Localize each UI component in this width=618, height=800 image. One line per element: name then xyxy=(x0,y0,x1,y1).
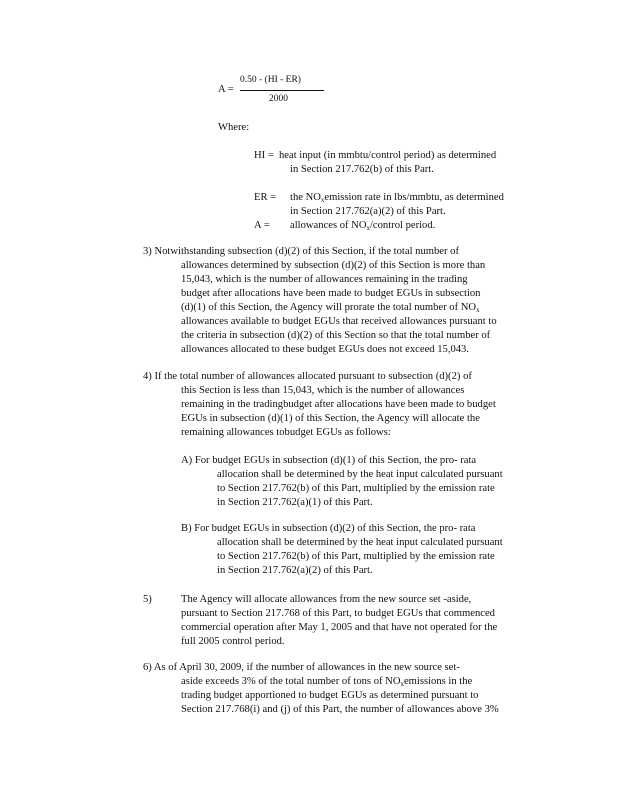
para6-line: 6) As of April 30, 2009, if the number of allowances in the new source set- xyxy=(143,662,460,673)
para5-line: pursuant to Section 217.768 of this Part, to budget EGUs that commenced xyxy=(181,608,495,619)
para4-line: this Section is less than 15,043, which is the number of allowances xyxy=(181,385,465,396)
para3-line: budget after allocations have been made to budget EGUs in subsection xyxy=(181,288,481,299)
where-label: Where: xyxy=(218,122,250,133)
para5-number: 5) xyxy=(143,594,152,605)
fraction-bar xyxy=(240,90,324,91)
definition-hi-line1: heat input (in mmbtu/control period) as determined xyxy=(279,150,497,161)
definition-a-term: A = xyxy=(254,220,270,231)
definition-er-line2: in Section 217.762(a)(2) of this Part. xyxy=(290,206,446,217)
para6-line: Section 217.768(i) and (j) of this Part, the number of allowances above 3% xyxy=(181,704,499,715)
para3-line: 3) Notwithstanding subsection (d)(2) of this Section, if the total number of xyxy=(143,246,459,257)
para3-line: the criteria in subsection (d)(2) of this Section so that the total number of xyxy=(181,330,491,341)
definition-hi-line2: in Section 217.762(b) of this Part. xyxy=(290,164,434,175)
para4a-line: to Section 217.762(b) of this Part, multiplied by the emission rate xyxy=(217,483,495,494)
definition-hi-term: HI = xyxy=(254,150,274,161)
para4-line: 4) If the total number of allowances allocated pursuant to subsection (d)(2) of xyxy=(143,371,472,382)
formula-numerator: 0.50 - (HI - ER) xyxy=(240,75,301,85)
para3-line: (d)(1) of this Section, the Agency will prorate the total number of $NO_x$ xyxy=(181,302,480,314)
para4b-line: in Section 217.762(a)(2) of this Part. xyxy=(217,565,373,576)
para4-line: remaining allowances tobudget EGUs as follows: xyxy=(181,427,391,438)
para6-line: trading budget apportioned to budget EGUs as determined pursuant to xyxy=(181,690,479,701)
para4b-line: allocation shall be determined by the heat input calculated pursuant xyxy=(217,537,503,548)
para4b-line: B) For budget EGUs in subsection (d)(2) of this Section, the pro- rata xyxy=(181,523,476,534)
para4a-line: A) For budget EGUs in subsection (d)(1) of this Section, the pro- rata xyxy=(181,455,477,466)
formula-lhs: A = xyxy=(218,84,234,95)
para5-line: commercial operation after May 1, 2005 and that have not operated for the xyxy=(181,622,498,633)
para3-line: allowances available to budget EGUs that received allowances pursuant to xyxy=(181,316,497,327)
para5-line: The Agency will allocate allowances from the new source set -aside, xyxy=(181,594,472,605)
para4a-line: allocation shall be determined by the heat input calculated pursuant xyxy=(217,469,503,480)
formula-denominator: 2000 xyxy=(269,94,288,104)
para4a-line: in Section 217.762(a)(1) of this Part. xyxy=(217,497,373,508)
para3-line: allowances determined by subsection (d)(2) of this Section is more than xyxy=(181,260,486,271)
para5-line: full 2005 control period. xyxy=(181,636,285,647)
definition-er-term: ER = xyxy=(254,192,277,203)
para4b-line: to Section 217.762(b) of this Part, multiplied by the emission rate xyxy=(217,551,495,562)
definition-er-line1: the $NO_xemission$ rate in lbs/mmbtu, as determined xyxy=(290,192,504,204)
para4-line: remaining in the tradingbudget after allocations have been made to budget xyxy=(181,399,496,410)
para4-line: EGUs in subsection (d)(1) of this Section, the Agency will allocate the xyxy=(181,413,480,424)
definition-a-line1: allowances of $NO_x$/control period. xyxy=(290,220,436,232)
para6-line: aside exceeds 3% of the total number of tons of $NO_xemissions$ in the xyxy=(181,676,473,688)
para3-line: 15,043, which is the number of allowances remaining in the trading xyxy=(181,274,468,285)
para3-line: allowances allocated to these budget EGUs does not exceed 15,043. xyxy=(181,344,470,355)
